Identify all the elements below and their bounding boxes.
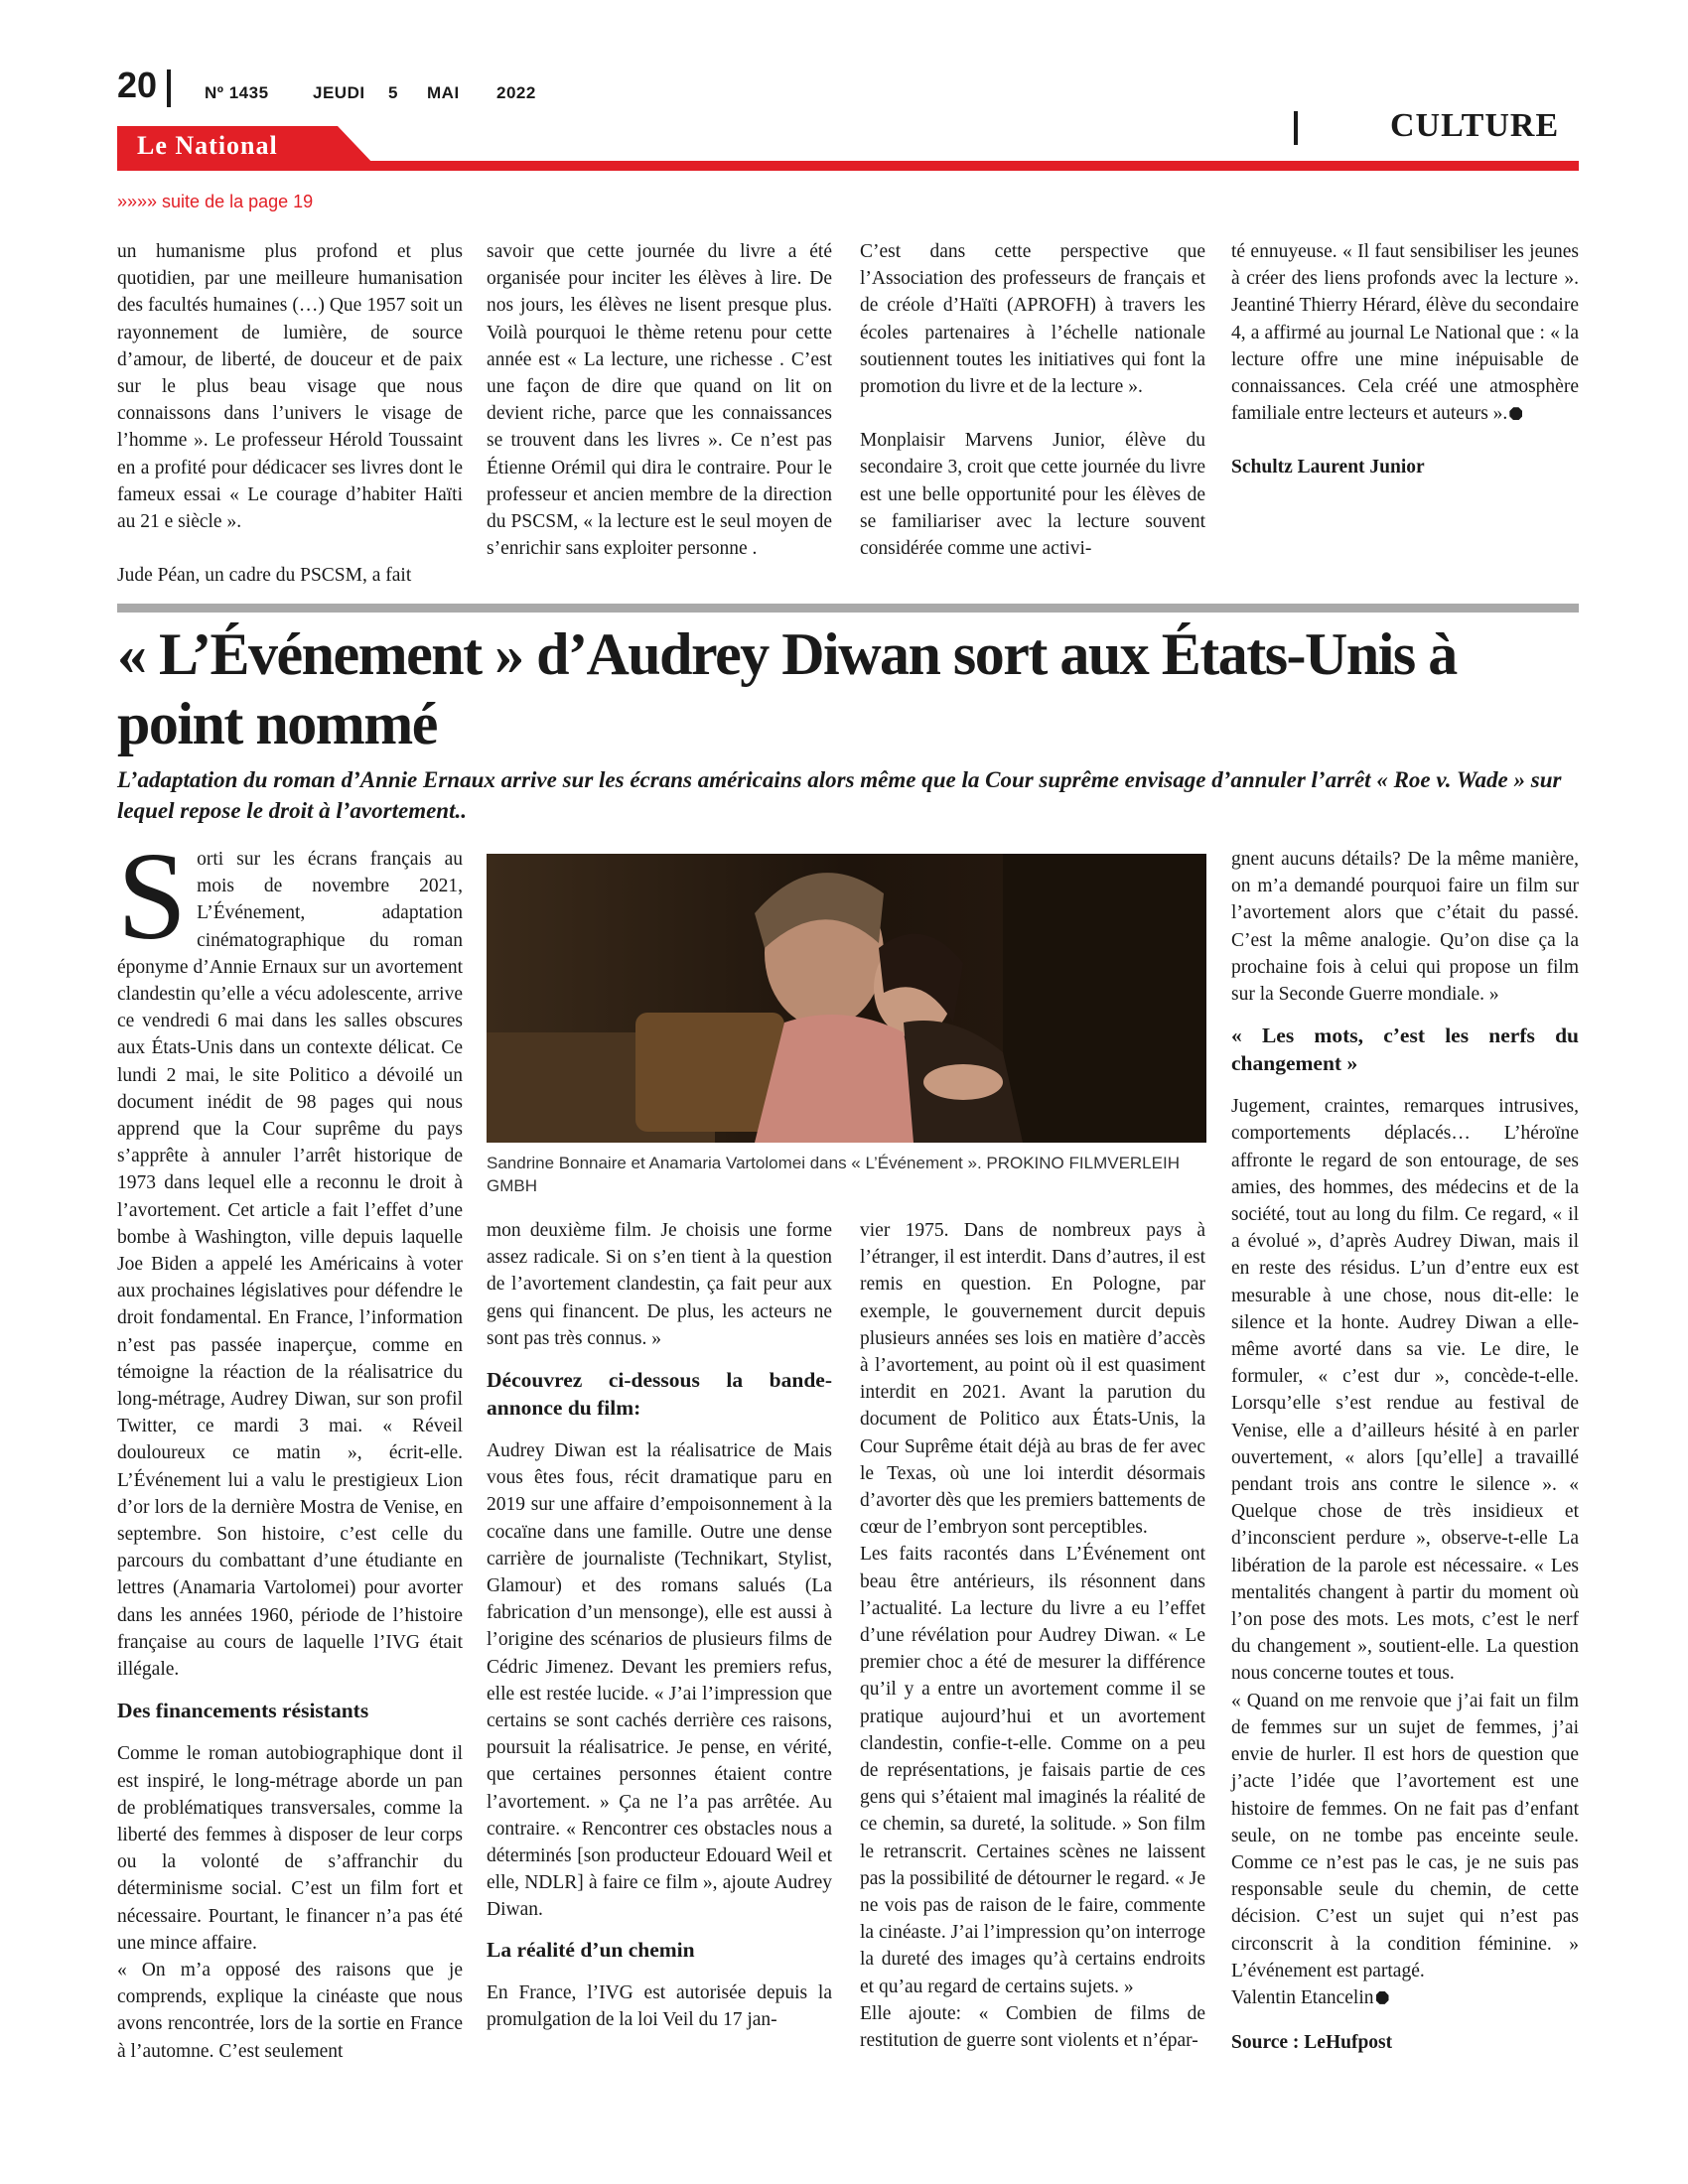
paragraph: Jugement, craintes, remarques intrusives, comportements déplacés… L’héroïne affronte le regard de son entourage, de ses amies, des hommes, des médecins et de la société, tout au long du film. Ce regard, « il a évolué », d’après Audrey Diwan, mais il en reste des résidus. L’un d’entre eux est mesurable à une chose, nous dit-elle: le silence et la honte. Audrey Diwan a elle-même avorté dans sa vie. Le dire, le formuler, « c’est dur », concède-t-elle. Lorsqu’elle s’est rendue au festival de Venise, elle a d’ailleurs hésité à en parler ouvertement, « alors [qu’elle] a travaillé pendant trois ans contre le silence ». « Quelque chose de très insidieux et d’inconscient perdure », observe-t-elle La libération de la parole est nécessaire. « Les mentalités changent à partir du moment où l’on pose des mots. Les mots, c’est le nerf du changement », soutient-elle. La question nous concerne toutes et tous. (1231, 1096, 1579, 1685)
section-title: CULTURE (1390, 107, 1560, 144)
header-divider (167, 69, 171, 107)
byline: Schultz Laurent Junior (1231, 457, 1425, 478)
paragraph: gnent aucuns détails? De la même manière, on m’a demandé pourquoi faire un film sur l’avortement alors que c’était du passé. C’est la même analogie. Qu’on dise ça la prochaine fois à celui qui propose un film sur la Seconde Guerre mondiale. » (1231, 849, 1579, 1006)
source-credit: Source : LeHufpost (1231, 2032, 1393, 2054)
continuation-note: »»»» suite de la page 19 (117, 192, 314, 211)
top-article-col-4 (1231, 238, 1579, 481)
logo-text: Le National (137, 131, 278, 160)
paragraph: C’est dans cette perspective que l’Association des professeurs de français et de créole d’Haïti (APROFH) à travers les écoles partenaires à l’échelle nationale soutiennent toutes les initiatives qui font la promotion du livre et de la lecture ». (860, 241, 1205, 398)
article-deck: L’adaptation du roman d’Annie Ernaux arrive sur les écrans américains alors même que la Cour suprême envisage d’annuler l’arrêt « Roe v. Wade » sur lequel repose le droit à l’avortement.. (117, 767, 1562, 823)
masthead-logo (117, 126, 375, 166)
top-article-col-3 (860, 238, 1205, 562)
paragraph: En France, l’IVG est autorisée depuis la promulgation de la loi Veil du 17 jan- (487, 1981, 832, 2030)
paragraph: Elle ajoute: « Combien de films de restitution de guerre sont violents et n’épar- (860, 2002, 1205, 2052)
page-number: 20 (117, 65, 158, 105)
paragraph: té ennuyeuse. « Il faut sensibiliser les jeunes à créer des liens profonds avec la lecture ». Jeantiné Thierry Hérard, élève du secondaire 4, a affirmé au journal Le National que : « la lecture offre une mine inépuisable de connaissances. Cela créé une atmosphère familiale entre lecteurs et auteurs ». (1231, 241, 1579, 425)
paragraph: Audrey Diwan est la réalisatrice de Mais vous êtes fous, récit dramatique paru en 2019 sur une affaire d’empoisonnement à la cocaïne dans une famille. Outre une dense carrière de journaliste (Technikart, Stylist, Glamour) et des romans salués (La fabrication d’un mensonge), elle est aussi à l’origine des scénarios de plusieurs films de Cédric Jimenez. Devant les premiers refus, elle est restée lucide. « J’ai l’impression que certains se sont cachés derrière ces raisons, poursuit la réalisatrice. Je pense, en vérité, que certaines personnes étaient contre l’avortement. » Ça ne l’a pas arrêtée. Au contraire. « Rencontrer ces obstacles nous a déterminés [son producteur Edouard Weil et elle, NDLR] à faire ce film », ajoute Audrey Diwan. (487, 1440, 832, 1921)
issue-year: 2022 (496, 83, 536, 102)
end-mark-icon (1509, 407, 1522, 420)
issue-day: JEUDI (313, 83, 365, 102)
article-photo (487, 854, 1206, 1143)
paragraph: mon deuxième film. Je choisis une forme assez radicale. Si on s’en tient à la question de l’avortement clandestin, ça fait peur aux gens qui financent. De plus, les acteurs ne sont pas très connus. » (487, 1220, 832, 1349)
issue-number: Nº 1435 (205, 83, 269, 102)
article-col-1 (117, 828, 463, 2065)
subheading: Découvrez ci-dessous la bande-annonce du film: (487, 1368, 832, 1421)
article-col-3 (860, 1217, 1205, 2054)
article-separator (117, 604, 1579, 613)
paragraph: Monplaisir Marvens Junior, élève du secondaire 3, croit que cette journée du livre est une belle opportunité pour les élèves de se familiariser avec la lecture souvent considérée comme une activi- (860, 430, 1205, 560)
paragraph: vier 1975. Dans de nombreux pays à l’étranger, il est interdit. Dans d’autres, il est remis en question. En Pologne, par exemple, le gouvernement durcit depuis plusieurs années ses lois en matière d’accès à l’avortement, au point où il est quasiment interdit en 2021. Avant la parution du document de Politico aux États-Unis, la Cour Suprême était déjà au bras de fer avec le Texas, où une loi interdit désormais d’avorter dès que les premiers battements de cœur de l’embryon sont perceptibles. (860, 1220, 1205, 1539)
paragraph: Comme le roman autobiographique dont il est inspiré, le long-métrage aborde un pan de problématiques transversales, comme la liberté des femmes à disposer de leur corps ou la volonté de s’affranchir du déterminisme social. C’est un film fort et nécessaire. Pourtant, le financer n’a pas été une mince affaire. (117, 1743, 463, 1954)
paragraph: savoir que cette journée du livre a été organisée pour inciter les élèves à lire. De nos jours, les élèves ne lisent presque plus. Voilà pourquoi le thème retenu pour cette année est « La lecture, une richesse . C’est une façon de dire que quand on lit on devient riche, parce que les connaissances se trouvent dans les livres ». Ce n’est pas Étienne Orémil qui dira le contraire. Pour le professeur et ancien membre de la direction du PSCSM, « la lecture est le seul moyen de s’enrichir sans exploiter personne . (487, 241, 832, 560)
paragraph: Jude Péan, un cadre du PSCSM, a fait (117, 565, 412, 587)
section-divider (1294, 111, 1298, 145)
top-article-col-1 (117, 238, 463, 589)
issue-date: 5 (388, 83, 398, 102)
top-article-col-2 (487, 238, 832, 562)
paragraph: « On m’a opposé des raisons que je comprends, explique la cinéaste que nous avons rencontrée, lors de la sortie en France à l’automne. C’est seulement (117, 1959, 463, 2062)
issue-month: MAI (427, 83, 460, 102)
author: Valentin Etancelin (1231, 1984, 1579, 2011)
headline: « L’Événement » d’Audrey Diwan sort aux États-Unis à point nommé (117, 621, 1457, 756)
paragraph: Les faits racontés dans L’Événement ont beau être antérieurs, ils résonnent dans l’actualité. La lecture du livre a eu l’effet d’une révélation pour Audrey Diwan. « Le premier choc a été de mesurer la différence qu’il y a entre un avortement comme il se pratique aujourd’hui et un avortement clandestin, confie-t-elle. Comme on a peu de représentations, je faisais partie de ces gens qui s’étaient mal imaginés la réalité de ce chemin, sa dureté, la solitude. » Son film le retranscrit. Certaines scènes ne laissent pas la possibilité de détourner le regard. « Je ne vois pas de raison de le faire, commente la cinéaste. J’ai l’impression qu’on interroge la dureté des images qu’à certains endroits et qu’au regard de certains sujets. » (860, 1544, 1205, 1997)
paragraph: « Quand on me renvoie que j’ai fait un film de femmes sur un sujet de femmes, j’ai envie de hurler. Il est hors de question que j’acte l’idée que l’avortement est une histoire de femmes. On ne fait pas d’enfant seule, on ne tombe pas enceinte seule. Comme ce n’est pas le cas, je ne suis pas responsable seule du chemin, de cette décision. C’est un sujet qui n’est pas circonscrit à la condition féminine. » L’événement est partagé. (1231, 1690, 1579, 1981)
end-mark-icon (1376, 1991, 1389, 2004)
photo-caption: Sandrine Bonnaire et Anamaria Vartolomei dans « L’Événement ». PROKINO FILMVERLEIH GMBH (487, 1154, 1180, 1195)
article-col-4 (1231, 846, 1579, 2056)
subheading: La réalité d’un chemin (487, 1937, 695, 1962)
paragraph: Sorti sur les écrans français au mois de novembre 2021, L’Événement, adaptation cinématographique du roman éponyme d’Annie Ernaux sur un avortement clandestin qu’elle a vécu adolescente, arrive ce vendredi 6 mai dans les salles obscures aux États-Unis dans un contexte délicat. Ce lundi 2 mai, le site Politico a dévoilé un document inédit de 98 pages qui nous apprend que la Cour suprême du pays s’apprête à annuler l’arrêt historique de 1973 dans lequel elle a reconnu le droit à l’avortement. Cet article a fait l’effet d’une bombe à Washington, ville depuis laquelle Joe Biden a appelé les Américains à voter aux prochaines législatives pour défendre le droit fondamental. En France, l’information n’est pas passée inaperçue, comme en témoigne la réaction de la réalisatrice du long-métrage, Audrey Diwan, sur son profil Twitter, ce mardi 3 mai. « Réveil douloureux ce matin », écrit-elle. L’Événement lui a valu le prestigieux Lion d’or lors de la dernière Mostra de Venise, en septembre. Son histoire, c’est celle du parcours du combattant d’une étudiante en lettres (Anamaria Vartolomei) pour avorter dans les années 1960, période de l’histoire française au cours de laquelle l’IVG était illégale. (117, 828, 463, 1681)
drop-cap: S (117, 828, 188, 966)
paragraph: un humanisme plus profond et plus quotidien, par une meilleure humanisation des facultés humaines (…) Que 1957 soit un rayonnement de lumière, de source d’amour, de liberté, de douceur et de paix sur le plus beau visage que nous connaissons dans l’univers le visage de l’homme ». Le professeur Hérold Toussaint en a profité pour dédicacer ses livres dont le fameux essai « Le courage d’habiter Haïti au 21 e siècle ». (117, 241, 463, 533)
subheading: « Les mots, c’est les nerfs du changement » (1231, 1024, 1579, 1076)
header-red-rule (117, 161, 1579, 171)
subheading: Des financements résistants (117, 1699, 369, 1723)
article-col-2 (487, 1217, 832, 2033)
